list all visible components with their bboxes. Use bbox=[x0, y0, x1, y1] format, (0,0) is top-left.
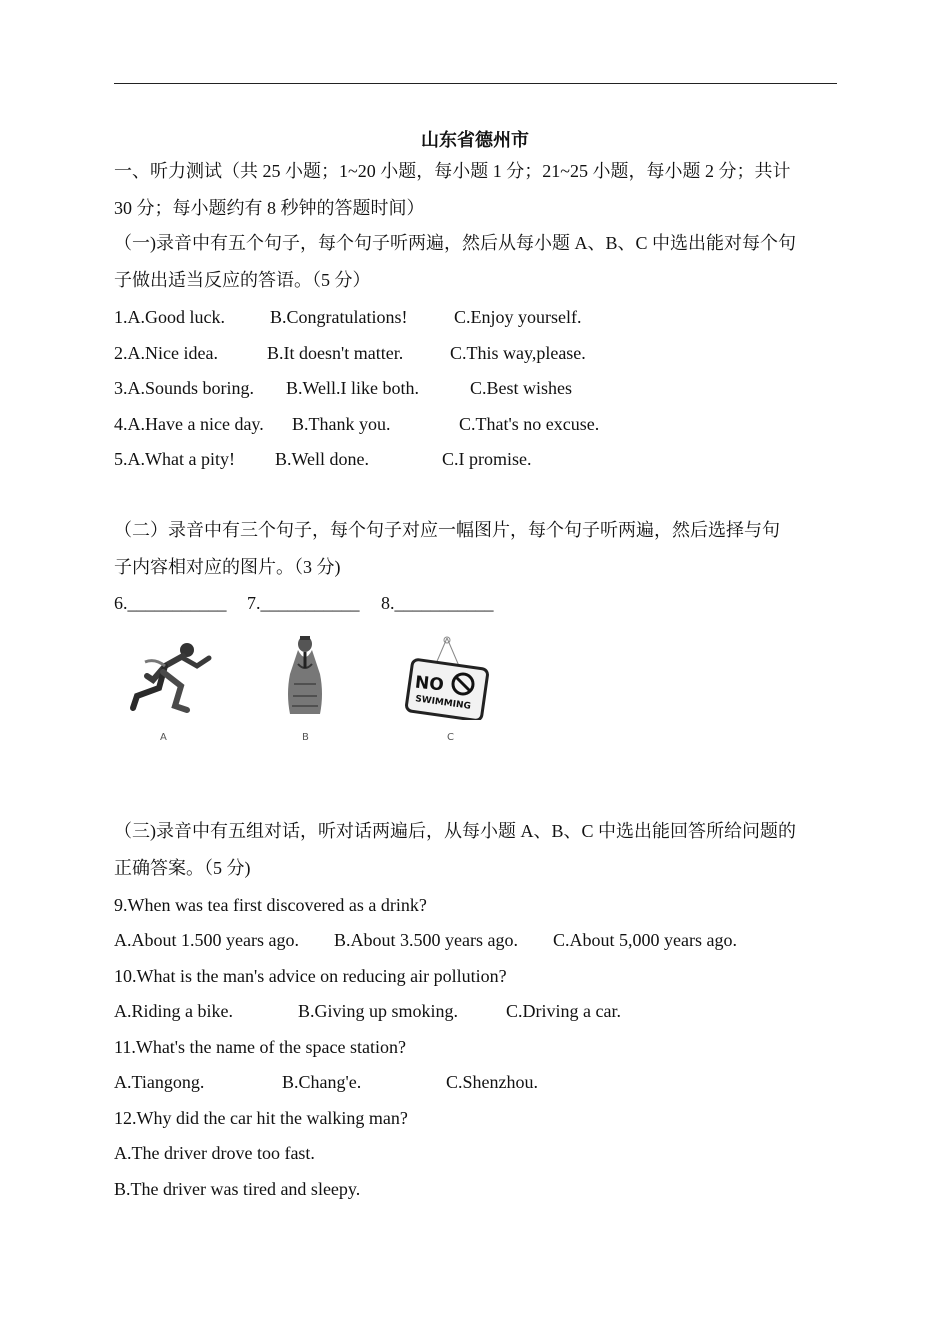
section1-instruction-line1: （一)录音中有五个句子，每个句子听两遍，然后从每小题 A、B、C 中选出能对每个句 bbox=[114, 233, 797, 253]
q12-option-a: A.The driver drove too fast. bbox=[114, 1143, 315, 1163]
sign-swimming-text: SWIMMING bbox=[414, 694, 472, 712]
section3-instruction-line1: （三)录音中有五组对话，听对话两遍后，从每小题 A、B、C 中选出能回答所给问题的 bbox=[114, 821, 797, 841]
q5-option-c: C.I promise. bbox=[442, 449, 532, 469]
header-rule bbox=[114, 83, 837, 84]
answer-blank-7: 7.___________ bbox=[247, 593, 360, 613]
question-11: 11.What's the name of the space station? bbox=[114, 1037, 406, 1057]
q10-option-a: A.Riding a bike. bbox=[114, 1001, 233, 1021]
q9-option-c: C.About 5,000 years ago. bbox=[553, 930, 737, 950]
q5-option-a: 5.A.What a pity! bbox=[114, 449, 235, 469]
page-title: 山东省德州市 bbox=[421, 130, 529, 150]
question-12: 12.Why did the car hit the walking man? bbox=[114, 1108, 408, 1128]
runner-picture bbox=[125, 636, 215, 716]
part1-intro-line1: 一、听力测试（共 25 小题；1~20 小题，每小题 1 分；21~25 小题，每小题 2 分；共计 bbox=[114, 161, 791, 181]
section3-instruction-line2: 正确答案。（5 分) bbox=[114, 858, 251, 878]
answer-blank-8: 8.___________ bbox=[381, 593, 494, 613]
sign-no-text: NO bbox=[414, 672, 445, 696]
q3-option-b: B.Well.I like both. bbox=[286, 378, 420, 398]
section2-instruction-line1: （二）录音中有三个句子，每个句子对应一幅图片，每个句子听两遍，然后选择与句 bbox=[114, 520, 780, 540]
q4-option-a: 4.A.Have a nice day. bbox=[114, 414, 264, 434]
q1-option-b: B.Congratulations! bbox=[270, 307, 408, 327]
q10-option-c: C.Driving a car. bbox=[506, 1001, 621, 1021]
q9-option-a: A.About 1.500 years ago. bbox=[114, 930, 299, 950]
picture-caption-a: A bbox=[160, 732, 167, 743]
q11-option-a: A.Tiangong. bbox=[114, 1072, 205, 1092]
q2-option-b: B.It doesn't matter. bbox=[267, 343, 404, 363]
q10-option-b: B.Giving up smoking. bbox=[298, 1001, 459, 1021]
q3-option-c: C.Best wishes bbox=[470, 378, 573, 398]
q11-option-c: C.Shenzhou. bbox=[446, 1072, 538, 1092]
q4-option-b: B.Thank you. bbox=[292, 414, 391, 434]
q12-option-b: B.The driver was tired and sleepy. bbox=[114, 1179, 361, 1199]
q11-option-b: B.Chang'e. bbox=[282, 1072, 362, 1092]
q4-option-c: C.That's no excuse. bbox=[459, 414, 600, 434]
q5-option-b: B.Well done. bbox=[275, 449, 370, 469]
confucius-statue-picture bbox=[280, 634, 330, 718]
picture-caption-b: B bbox=[302, 732, 309, 743]
q1-option-c: C.Enjoy yourself. bbox=[454, 307, 582, 327]
no-swimming-sign-picture bbox=[405, 636, 489, 720]
question-10: 10.What is the man's advice on reducing air pollution? bbox=[114, 966, 507, 986]
section2-instruction-line2: 子内容相对应的图片。（3 分) bbox=[114, 557, 341, 577]
part1-intro-line2: 30 分；每小题约有 8 秒钟的答题时间） bbox=[114, 198, 425, 218]
section1-instruction-line2: 子做出适当反应的答语。（5 分） bbox=[114, 270, 371, 290]
q1-option-a: 1.A.Good luck. bbox=[114, 307, 225, 327]
question-9: 9.When was tea first discovered as a drink? bbox=[114, 895, 427, 915]
q2-option-c: C.This way,please. bbox=[450, 343, 586, 363]
q9-option-b: B.About 3.500 years ago. bbox=[334, 930, 518, 950]
q3-option-a: 3.A.Sounds boring. bbox=[114, 378, 255, 398]
answer-blank-6: 6.___________ bbox=[114, 593, 227, 613]
q2-option-a: 2.A.Nice idea. bbox=[114, 343, 218, 363]
picture-caption-c: C bbox=[447, 732, 454, 743]
